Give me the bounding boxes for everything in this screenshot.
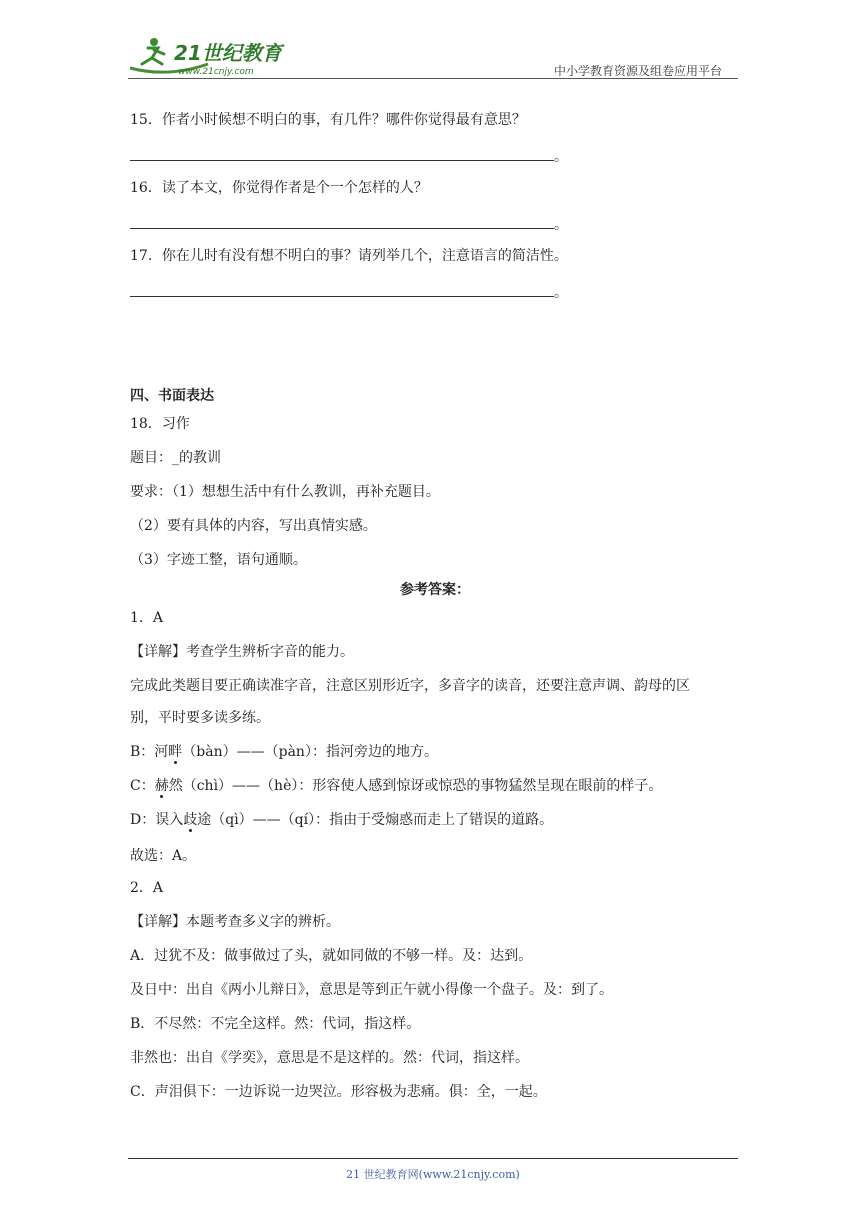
dotted-char: 赫 — [154, 778, 169, 794]
answer-1-option-b — [130, 742, 438, 762]
answer-1-para-cont: 别，平时要多读多练。 — [130, 710, 270, 726]
section-title: 四、书面表达 — [130, 388, 214, 404]
text-pre: C： — [130, 778, 155, 794]
question-16: 16．读了本文，你觉得作者是个一个怎样的人？ — [130, 180, 428, 196]
answer-2-line-3: B．不尽然：不完全这样。然：代词，指这样。 — [130, 1016, 421, 1032]
site-logo — [128, 34, 298, 78]
text-post: 途（qì）——（qí）：指由于受煽惑而走上了错误的道路。 — [197, 812, 554, 828]
dotted-char: 歧 — [183, 812, 198, 828]
text-post: 然（chì）——（hè）：形容使人感到惊讶或惊恐的事物猛然呈现在眼前的样子。 — [168, 778, 663, 794]
answer-blank — [130, 282, 554, 297]
logo-url: www.21cnjy.com — [178, 67, 254, 77]
answer-2-detail: 【详解】本题考查多义字的辨析。 — [130, 914, 340, 930]
text-pre: B：河 — [130, 744, 169, 760]
question-15: 15．作者小时候想不明白的事，有几件？哪件你觉得最有意思？ — [130, 112, 526, 128]
answer-line-15 — [130, 146, 568, 167]
essay-topic: 题目：_的教训 — [130, 450, 221, 466]
platform-name: 中小学教育资源及组卷应用平台 — [553, 64, 722, 78]
answer-1-choice: 故选：A。 — [130, 848, 197, 864]
question-18: 18．习作 — [130, 416, 190, 432]
footer-divider — [128, 1158, 738, 1159]
requirement-2: （2）要有具体的内容，写出真情实感。 — [130, 518, 377, 534]
answer-2: 2．A — [130, 880, 164, 896]
logo-text: 21世纪教育 — [174, 41, 282, 65]
answer-blank — [130, 146, 554, 161]
text-post: （bàn）——（pàn）：指河旁边的地方。 — [182, 744, 438, 760]
footer-link[interactable]: 21 世纪教育网(www.21cnjy.com) — [346, 1168, 520, 1181]
question-17: 17．你在儿时有没有想不明白的事？请列举几个，注意语言的简洁性。 — [130, 248, 568, 264]
period: 。 — [554, 285, 568, 301]
answer-2-line-4: 非然也：出自《学奕》，意思是不是这样的。然：代词，指这样。 — [130, 1050, 529, 1066]
period: 。 — [554, 149, 568, 165]
period: 。 — [554, 217, 568, 233]
page-header — [128, 30, 738, 78]
answers-heading: 参考答案： — [400, 582, 470, 598]
answer-2-line-5: C．声泪俱下：一边诉说一边哭泣。形容极为悲痛。俱：全，一起。 — [130, 1084, 547, 1100]
answer-2-line-1: A．过犹不及：做事做过了头，就如同做的不够一样。及：达到。 — [130, 948, 533, 964]
requirement-1: 要求：（1）想想生活中有什么教训，再补充题目。 — [130, 484, 440, 500]
answer-1-detail: 【详解】考查学生辨析字音的能力。 — [130, 644, 354, 660]
answer-2-line-2: 及日中：出自《两小儿辩日》，意思是等到正午就小得像一个盘子。及：到了。 — [130, 982, 613, 998]
answer-1-option-d — [130, 810, 553, 830]
answer-line-17 — [130, 282, 568, 303]
answer-1-option-c — [130, 776, 662, 796]
answer-line-16 — [130, 214, 568, 235]
dotted-char: 畔 — [168, 744, 183, 760]
text-pre: D：误入 — [130, 812, 184, 828]
answer-1-para: 完成此类题目要正确读准字音，注意区别形近字，多音字的读音，还要注意声调、韵母的区 — [130, 678, 690, 694]
requirement-3: （3）字迹工整，语句通顺。 — [130, 552, 307, 568]
header-divider — [128, 78, 738, 79]
answer-blank — [130, 214, 554, 229]
answer-1: 1．A — [130, 610, 164, 626]
